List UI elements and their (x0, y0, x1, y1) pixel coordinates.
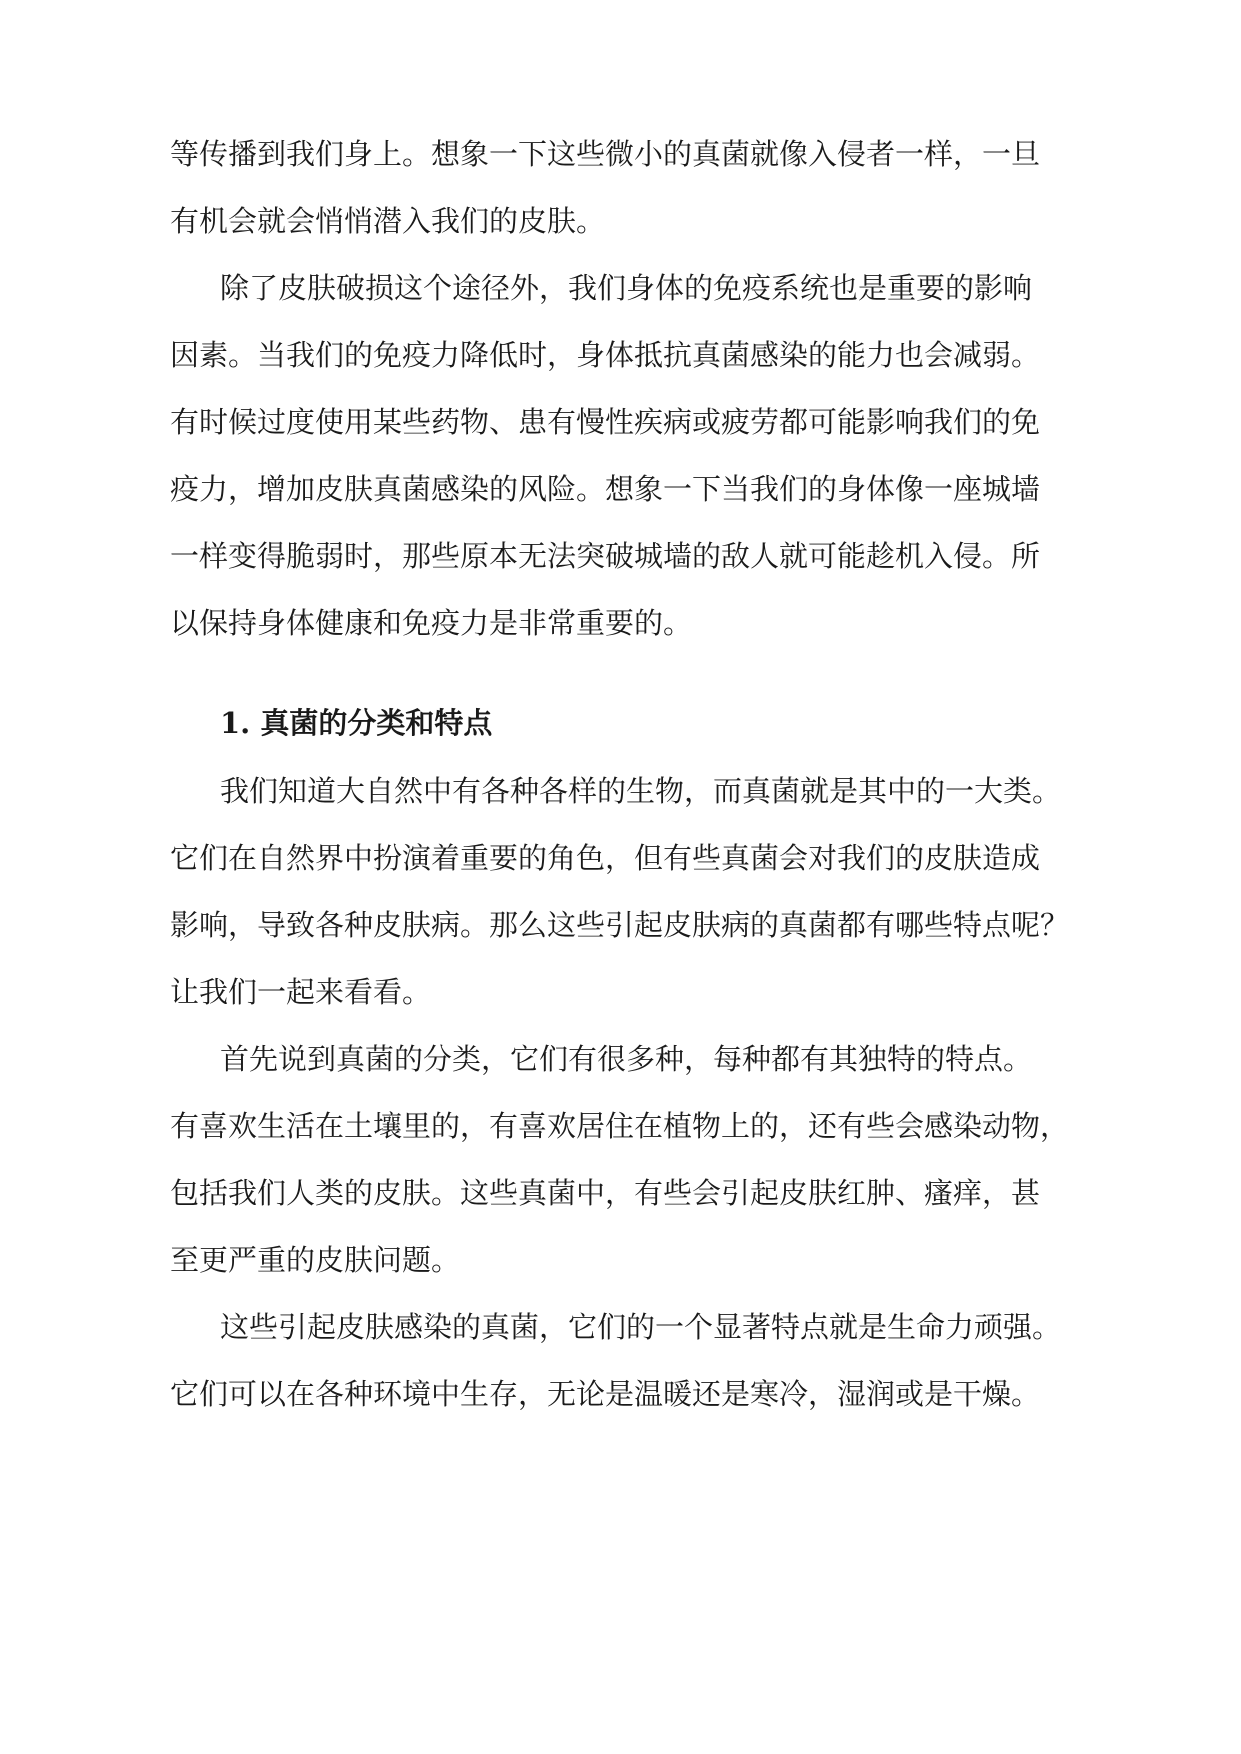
paragraph-2-line-5: 一样变得脆弱时，那些原本无法突破城墙的敌人就可能趁机入侵。所 (170, 539, 1041, 573)
paragraph-1-line-2: 有机会就会悄悄潜入我们的皮肤。 (170, 204, 606, 238)
section-paragraph-2-line-2: 有喜欢生活在土壤里的，有喜欢居住在植物上的，还有些会感染动物， (170, 1109, 1070, 1143)
section-paragraph-1-line-2: 它们在自然界中扮演着重要的角色，但有些真菌会对我们的皮肤造成 (170, 841, 1041, 875)
paragraph-2-line-2: 因素。当我们的免疫力降低时，身体抵抗真菌感染的能力也会减弱。 (170, 338, 1041, 372)
paragraph-1-line-1: 等传播到我们身上。想象一下这些微小的真菌就像入侵者一样，一旦 (170, 137, 1041, 171)
paragraph-2-line-4: 疫力，增加皮肤真菌感染的风险。想象一下当我们的身体像一座城墙 (170, 472, 1041, 506)
section-paragraph-2-line-1: 首先说到真菌的分类，它们有很多种，每种都有其独特的特点。 (220, 1042, 1033, 1076)
section-paragraph-3-line-2: 它们可以在各种环境中生存，无论是温暖还是寒冷，湿润或是干燥。 (170, 1377, 1041, 1411)
paragraph-2-line-3: 有时候过度使用某些药物、患有慢性疾病或疲劳都可能影响我们的免 (170, 405, 1041, 439)
section-paragraph-1-line-4: 让我们一起来看看。 (170, 975, 432, 1009)
section-paragraph-3-line-1: 这些引起皮肤感染的真菌，它们的一个显著特点就是生命力顽强。 (220, 1310, 1062, 1344)
section-paragraph-1-line-1: 我们知道大自然中有各种各样的生物，而真菌就是其中的一大类。 (220, 774, 1062, 808)
section-paragraph-1-line-3: 影响，导致各种皮肤病。那么这些引起皮肤病的真菌都有哪些特点呢？ (170, 908, 1070, 942)
paragraph-2-line-1: 除了皮肤破损这个途径外，我们身体的免疫系统也是重要的影响 (220, 271, 1033, 305)
section-heading: 1. 真菌的分类和特点 (220, 706, 493, 740)
paragraph-2-line-6: 以保持身体健康和免疫力是非常重要的。 (170, 606, 693, 640)
section-paragraph-2-line-4: 至更严重的皮肤问题。 (170, 1243, 461, 1277)
section-paragraph-2-line-3: 包括我们人类的皮肤。这些真菌中，有些会引起皮肤红肿、瘙痒，甚 (170, 1176, 1041, 1210)
